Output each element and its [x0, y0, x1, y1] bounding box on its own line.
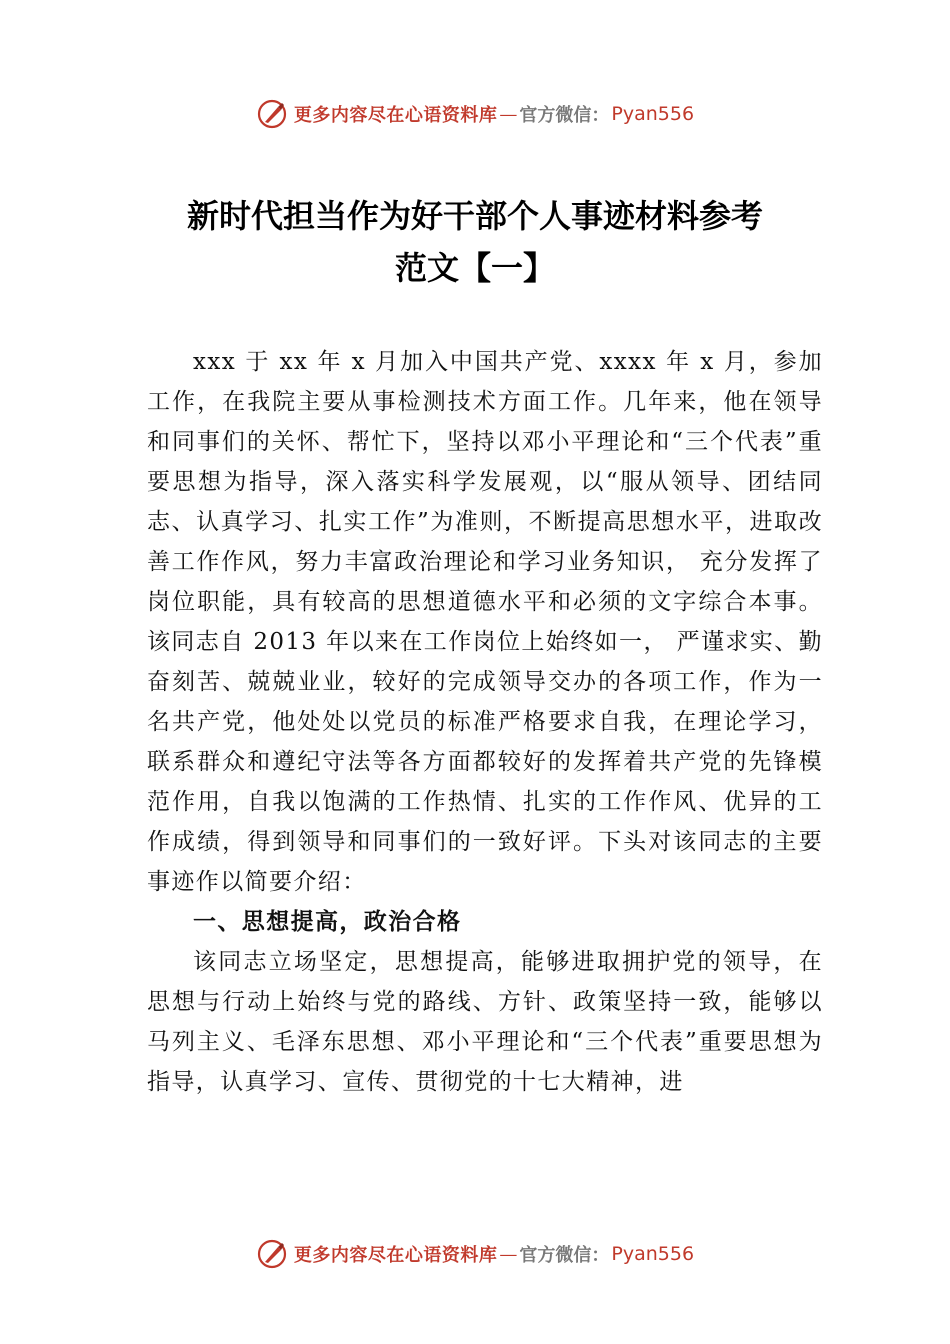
- footer-banner: [0, 1234, 950, 1274]
- title-line-2: 范文【一】: [394, 249, 555, 287]
- section-heading-1: 一、思想提高，政治合格: [193, 908, 462, 935]
- document-title: [140, 190, 810, 294]
- banner-wechat-id: Pyan556: [611, 1243, 695, 1265]
- document-body: [147, 342, 823, 1102]
- quill-pen-icon: [256, 98, 288, 130]
- banner-brand-text: 更多内容尽在心语资料库: [293, 1245, 498, 1266]
- paragraph-intro: xxx 于 xx 年 x 月加入中国共产党、xxxx 年 x 月，参加工作，在我院主要从事检测技术方面工作。几年来，他在领导和同事们的关怀、帮忙下，坚持以邓小平理论和“三个代表”重要思想为指导，深入落实科学发展观，以“服从领导、团结同志、认真学习、扎实工作”为准则，不断提高思想水平，进取改善工作作风，努力丰富政治理论和学习业务知识， 充分发挥了岗位职能，具有较高的思想道德水平和必须的文字综合本事。该同志自 2013 年以来在工作岗位上始终如一， 严谨求实、勤奋刻苦、兢兢业业，较好的完成领导交办的各项工作，作为一名共产党，他处处以党员的标准严格要求自我，在理论学习，联系群众和遵纪守法等各方面都较好的发挥着共产党的先锋模范作用，自我以饱满的工作热情、扎实的工作作风、优异的工作成绩，得到领导和同事们的一致好评。下头对该同志的主要事迹作以简要介绍：: [147, 349, 823, 895]
- banner-dash: —: [499, 1243, 518, 1265]
- banner-dash: —: [499, 103, 518, 125]
- quill-pen-icon: [256, 1238, 288, 1270]
- header-banner: [0, 94, 950, 134]
- paragraph-section-1: 该同志立场坚定，思想提高，能够进取拥护党的领导，在思想与行动上始终与党的路线、方针、政策坚持一致，能够以马列主义、毛泽东思想、邓小平理论和“三个代表”重要思想为指导，认真学习、宣传、贯彻党的十七大精神，进: [147, 949, 823, 1095]
- title-line-1: 新时代担当作为好干部个人事迹材料参考: [186, 197, 763, 235]
- banner-brand-text: 更多内容尽在心语资料库: [293, 105, 498, 126]
- banner-official-label: 官方微信：: [519, 1245, 610, 1266]
- banner-official-label: 官方微信：: [519, 105, 610, 126]
- banner-wechat-id: Pyan556: [611, 103, 695, 125]
